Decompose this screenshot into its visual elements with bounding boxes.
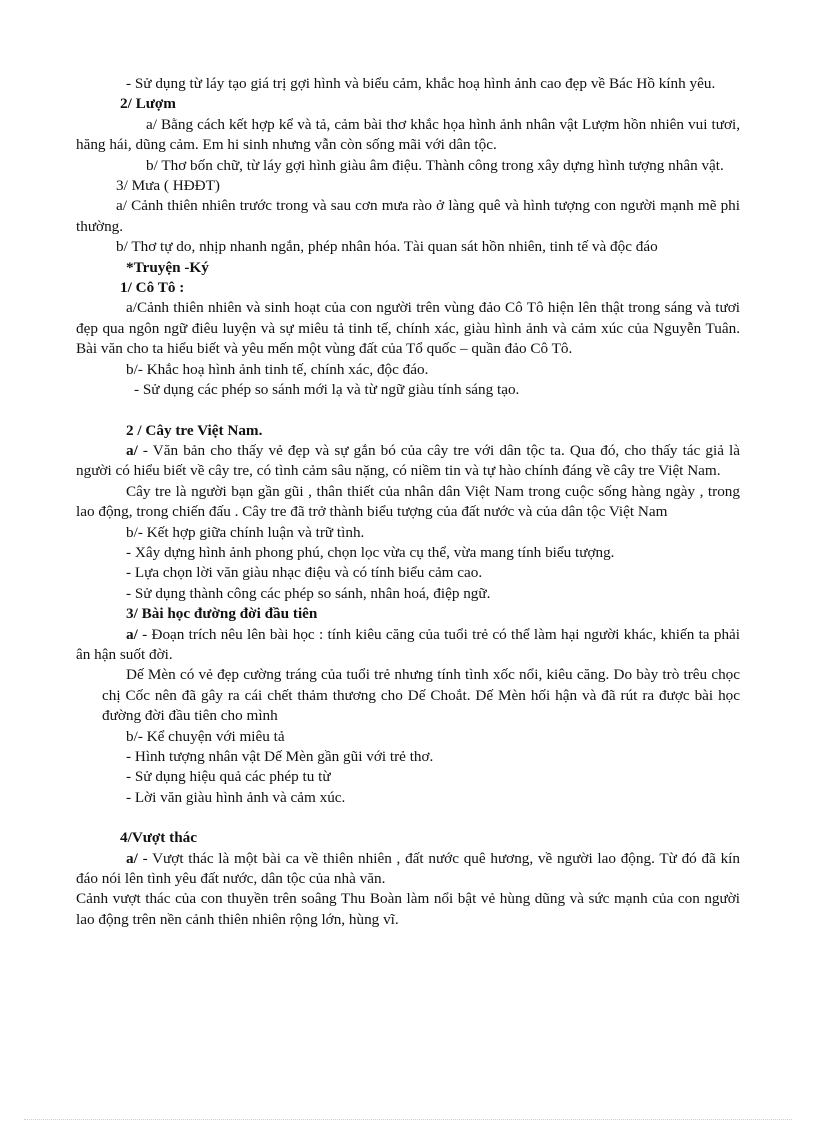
cay-tre-p2-paragraph: Cây tre là người bạn gần gũi , thân thiết của nhân dân Việt Nam trong cuộc sống hàng ngày , trong lao động, trong chiến đấu . Cây tre đã trở thành biểu tượng của đất nước và của dân tộc Việt Nam <box>76 482 740 521</box>
luom-b-paragraph: b/ Thơ bốn chữ, từ láy gợi hình giàu âm điệu. Thành công trong xây dựng hình tượng nhân vật. <box>146 156 724 174</box>
luom-a-paragraph: a/ Bằng cách kết hợp kể và tả, cảm bài thơ khắc họa hình ảnh nhân vật Lượm hồn nhiên vui tươi, hăng hái, dũng cảm. Em hi sinh nhưng vẫn còn sống mãi với dân tộc. <box>76 115 740 154</box>
bai-hoc-b3-line: - Sử dụng hiệu quả các phép tu từ <box>126 768 331 786</box>
mua-b-paragraph: b/ Thơ tự do, nhịp nhanh ngắn, phép nhân hóa. Tài quan sát hồn nhiên, tinh tế và độc đáo <box>116 238 658 256</box>
truyen-ky-heading: *Truyện -Ký <box>126 258 209 276</box>
mua-heading: 3/ Mưa ( HĐĐT) <box>116 177 220 195</box>
section-gap <box>76 401 740 421</box>
cay-tre-b3-line: - Lựa chọn lời văn giàu nhạc điệu và có tính biểu cảm cao. <box>126 564 483 582</box>
bai-hoc-a-paragraph <box>76 625 740 666</box>
bac-ho-paragraph: - Sử dụng từ láy tạo giá trị gợi hình và biểu cảm, khắc hoạ hình ảnh cao đẹp về Bác Hồ kính yêu. <box>126 75 716 92</box>
bai-hoc-b2-line: - Hình tượng nhân vật Dế Mèn gần gũi với trẻ thơ. <box>126 748 434 765</box>
vuot-thac-heading: 4/Vượt thác <box>120 829 197 847</box>
bai-hoc-b-line: b/- Kể chuyện với miêu tả <box>126 727 285 745</box>
bai-hoc-p2-paragraph: Dế Mèn có vẻ đẹp cường tráng của tuổi trẻ nhưng tính tình xốc nổi, kiêu căng. Do bày trò trêu chọc chị Cốc nên đã gây ra cái chết thảm thương cho Dế Choắt. Dế Mèn hối hận và đã rút ra được bài học đường đời đầu tiên cho mình <box>102 666 740 725</box>
vuot-thac-a-paragraph <box>76 849 740 890</box>
bai-hoc-a-text: - Đoạn trích nêu lên bài học : tính kiêu căng của tuổi trẻ có thể làm hại người khác, khiến ta phải ân hận suốt đời. <box>76 625 740 663</box>
vuot-thac-p2-paragraph: Cảnh vượt thác của con thuyền trên soâng Thu Boàn làm nổi bật vẻ hùng dũng và sức mạnh của con người lao động trên nền cảnh thiên nhiên rộng lớn, hùng vĩ. <box>76 890 740 928</box>
cay-tre-b2-line: - Xây dựng hình ảnh phong phú, chọn lọc vừa cụ thể, vừa mang tính biểu tượng. <box>126 543 615 561</box>
cay-tre-a-label: a/ <box>126 441 138 459</box>
co-to-heading: 1/ Cô Tô : <box>120 279 185 297</box>
vuot-thac-a-label: a/ <box>126 849 138 867</box>
cay-tre-a-text: - Văn bản cho thấy vẻ đẹp và sự gắn bó của cây tre với dân tộc ta. Qua đó, cho thấy tác giả là người có hiểu biết về cây tre, có tình cảm sâu nặng, có niềm tin và tự hào chính đáng về cây tre Việt Nam. <box>76 441 740 480</box>
page-bottom-rule <box>24 1119 792 1120</box>
cay-tre-heading: 2 / Cây tre Việt Nam. <box>126 421 263 439</box>
vuot-thac-a-text: - Vượt thác là một bài ca về thiên nhiên , đất nước quê hương, về người lao động. Từ đó đã kín đáo nói lên tình yêu đất nước, dân tộc của nhà văn. <box>76 849 740 888</box>
section-gap <box>76 808 740 828</box>
cay-tre-a-paragraph <box>76 441 740 482</box>
co-to-a-paragraph: a/Cảnh thiên nhiên và sinh hoạt của con người trên vùng đảo Cô Tô hiện lên thật trong sáng và tươi đẹp qua ngôn ngữ điêu luyện và sự miêu tả tinh tế, chính xác, giàu hình ảnh và cảm xúc của Nguyễn Tuân. Bài văn cho ta hiểu biết và yêu mến một vùng đất của Tổ quốc – quần đảo Cô Tô. <box>76 299 740 358</box>
bai-hoc-b4-line: - Lời văn giàu hình ảnh và cảm xúc. <box>126 788 346 806</box>
co-to-b2-line: - Sử dụng các phép so sánh mới lạ và từ ngữ giàu tính sáng tạo. <box>134 381 520 399</box>
cay-tre-b-line: b/- Kết hợp giữa chính luận và trữ tình. <box>126 523 365 541</box>
co-to-b-line: b/- Khắc hoạ hình ảnh tinh tế, chính xác, độc đáo. <box>126 360 429 378</box>
cay-tre-b4-line: - Sử dụng thành công các phép so sánh, nhân hoá, điệp ngữ. <box>126 584 491 602</box>
bai-hoc-a-label: a/ <box>126 625 138 643</box>
bai-hoc-heading: 3/ Bài học đường đời đầu tiên <box>126 605 318 623</box>
document-page <box>76 74 740 930</box>
luom-heading: 2/ Lượm <box>120 95 176 113</box>
mua-a-paragraph: a/ Cảnh thiên nhiên trước trong và sau cơn mưa rào ở làng quê và hình tượng con người mạnh mẽ phi thường. <box>76 197 740 235</box>
